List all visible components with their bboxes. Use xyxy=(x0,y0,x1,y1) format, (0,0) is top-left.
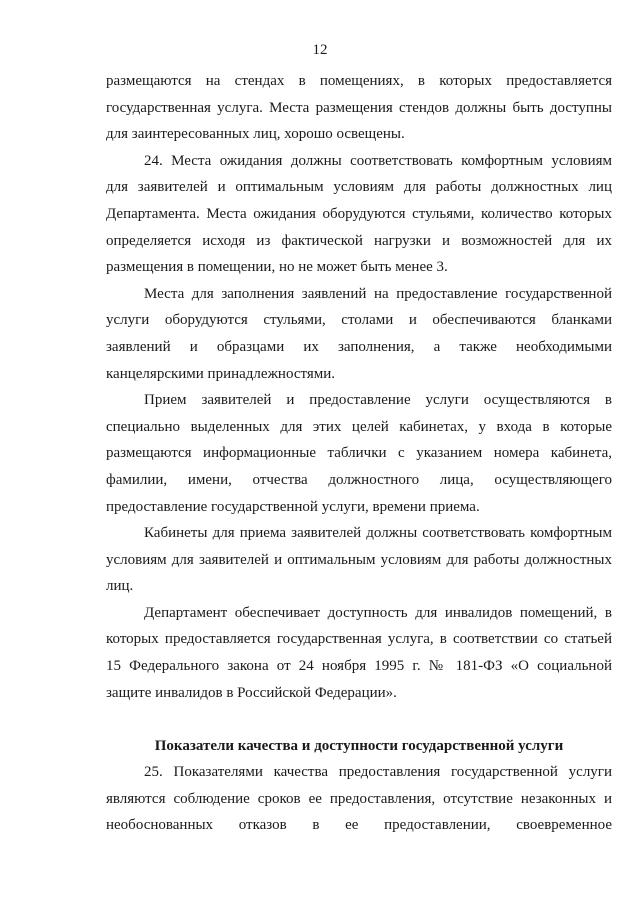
paragraph xyxy=(106,148,612,281)
text-line: фамилии, имени, отчества должностного лица, осуществляющего xyxy=(106,471,612,488)
text-line: предоставление государственной услуги, времени приема. xyxy=(106,498,480,515)
paragraph xyxy=(106,600,612,706)
text-line: для заинтересованных лиц, хорошо освещены. xyxy=(106,126,405,143)
text-line: государственная услуга. Места размещения стендов должны быть доступны xyxy=(106,99,612,116)
paragraphs-after-heading xyxy=(106,759,612,839)
paragraph xyxy=(106,759,612,839)
paragraphs-before-heading xyxy=(106,68,612,706)
text-line: Места для заполнения заявлений на предоставление государственной xyxy=(144,285,612,302)
paragraph xyxy=(106,281,612,387)
text-line: заявлений и образцами их заполнения, а также необходимыми xyxy=(106,338,612,355)
text-line: лиц. xyxy=(106,578,134,595)
paragraph xyxy=(106,387,612,520)
text-line: для заявителей и оптимальным условиям для работы должностных лиц xyxy=(106,179,612,196)
text-line: канцелярскими принадлежностями. xyxy=(106,365,336,382)
text-line: 15 Федерального закона от 24 ноября 1995 г. № 181-ФЗ «О социальной xyxy=(106,658,612,675)
section-heading: Показатели качества и доступности государственной услуги xyxy=(154,738,564,755)
text-line: Прием заявителей и предоставление услуги осуществляются в xyxy=(144,392,612,409)
text-line: размещения в помещении, но не может быть менее 3. xyxy=(106,259,448,276)
text-line: услуги оборудуются стульями, столами и обеспечиваются бланками xyxy=(106,312,612,329)
text-line: условиям для заявителей и оптимальным условиям для работы должностных xyxy=(106,551,612,568)
text-line: определяется исходя из фактической нагрузки и возможностей для их xyxy=(106,232,612,249)
text-line: размещаются на стендах в помещениях, в которых предоставляется xyxy=(106,73,612,89)
paragraph xyxy=(106,68,612,148)
text-line: 24. Места ожидания должны соответствовать комфортным условиям xyxy=(144,152,612,169)
document-body xyxy=(106,68,612,839)
text-line: необоснованных отказов в ее предоставлении, своевременное xyxy=(106,817,612,834)
text-line: защите инвалидов в Российской Федерации». xyxy=(106,684,397,701)
text-line: являются соблюдение сроков ее предоставления, отсутствие незаконных и xyxy=(106,790,612,807)
text-line: Кабинеты для приема заявителей должны соответствовать комфортным xyxy=(144,525,612,542)
text-line: 25. Показателями качества предоставления государственной услуги xyxy=(144,764,612,781)
text-line: специально выделенных для этих целей кабинетах, у входа в которые xyxy=(106,418,612,435)
page-number: 12 xyxy=(312,42,328,58)
text-line: Департамент обеспечивает доступность для инвалидов помещений, в xyxy=(144,604,612,621)
paragraph xyxy=(106,520,612,600)
text-line: Департамента. Места ожидания оборудуются стульями, количество которых xyxy=(106,205,612,222)
text-line: которых предоставляется государственная услуга, в соответствии со статьей xyxy=(106,631,612,648)
text-line: размещаются информационные таблички с указанием номера кабинета, xyxy=(106,445,612,462)
